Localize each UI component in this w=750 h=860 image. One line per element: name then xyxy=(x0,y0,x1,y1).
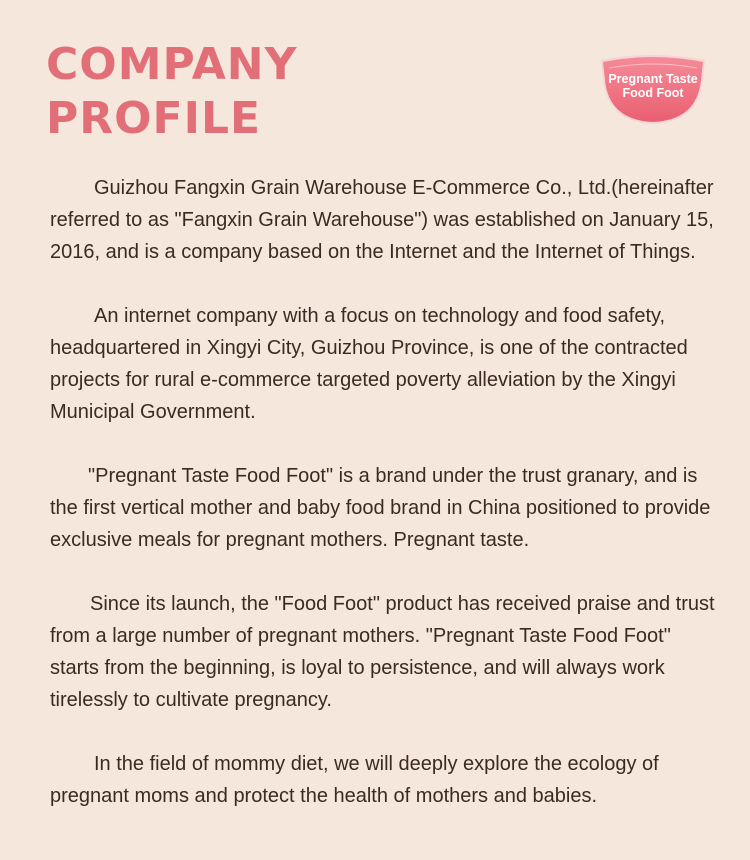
badge-label xyxy=(597,72,709,100)
badge-label-line1: Pregnant Taste xyxy=(608,72,698,86)
badge-label-line2: Food Foot xyxy=(622,86,684,100)
paragraph-launch: Since its launch, the "Food Foot" product has received praise and trust from a large number of pregnant mothers. "Pregnant Taste Food Foot" starts from the beginning, is loyal to persistence, and will always work tirelessly to cultivate pregnancy. xyxy=(50,593,715,711)
paragraph-brand: "Pregnant Taste Food Foot" is a brand under the trust granary, and is the first vertical mother and baby food brand in China positioned to provide exclusive meals for pregnant mothers. Pregnant taste. xyxy=(50,465,711,551)
brand-badge xyxy=(597,52,709,126)
paragraph-mission: In the field of mommy diet, we will deeply explore the ecology of pregnant moms and protect the health of mothers and babies. xyxy=(50,753,659,807)
title-line-profile: PROFILE xyxy=(46,93,262,144)
page-title xyxy=(46,38,297,146)
title-line-company: COMPANY xyxy=(46,39,298,90)
profile-body xyxy=(50,172,720,844)
paragraph-founding: Guizhou Fangxin Grain Warehouse E-Commerce Co., Ltd.(hereinafter referred to as "Fangxin Grain Warehouse") was established on January 15, 2016, and is a company based on the Internet and the Internet of Things. xyxy=(50,177,714,263)
paragraph-headquarters: An internet company with a focus on technology and food safety, headquartered in Xingyi City, Guizhou Province, is one of the contracted projects for rural e-commerce targeted poverty alleviation by the Xingyi Municipal Government. xyxy=(50,305,688,423)
